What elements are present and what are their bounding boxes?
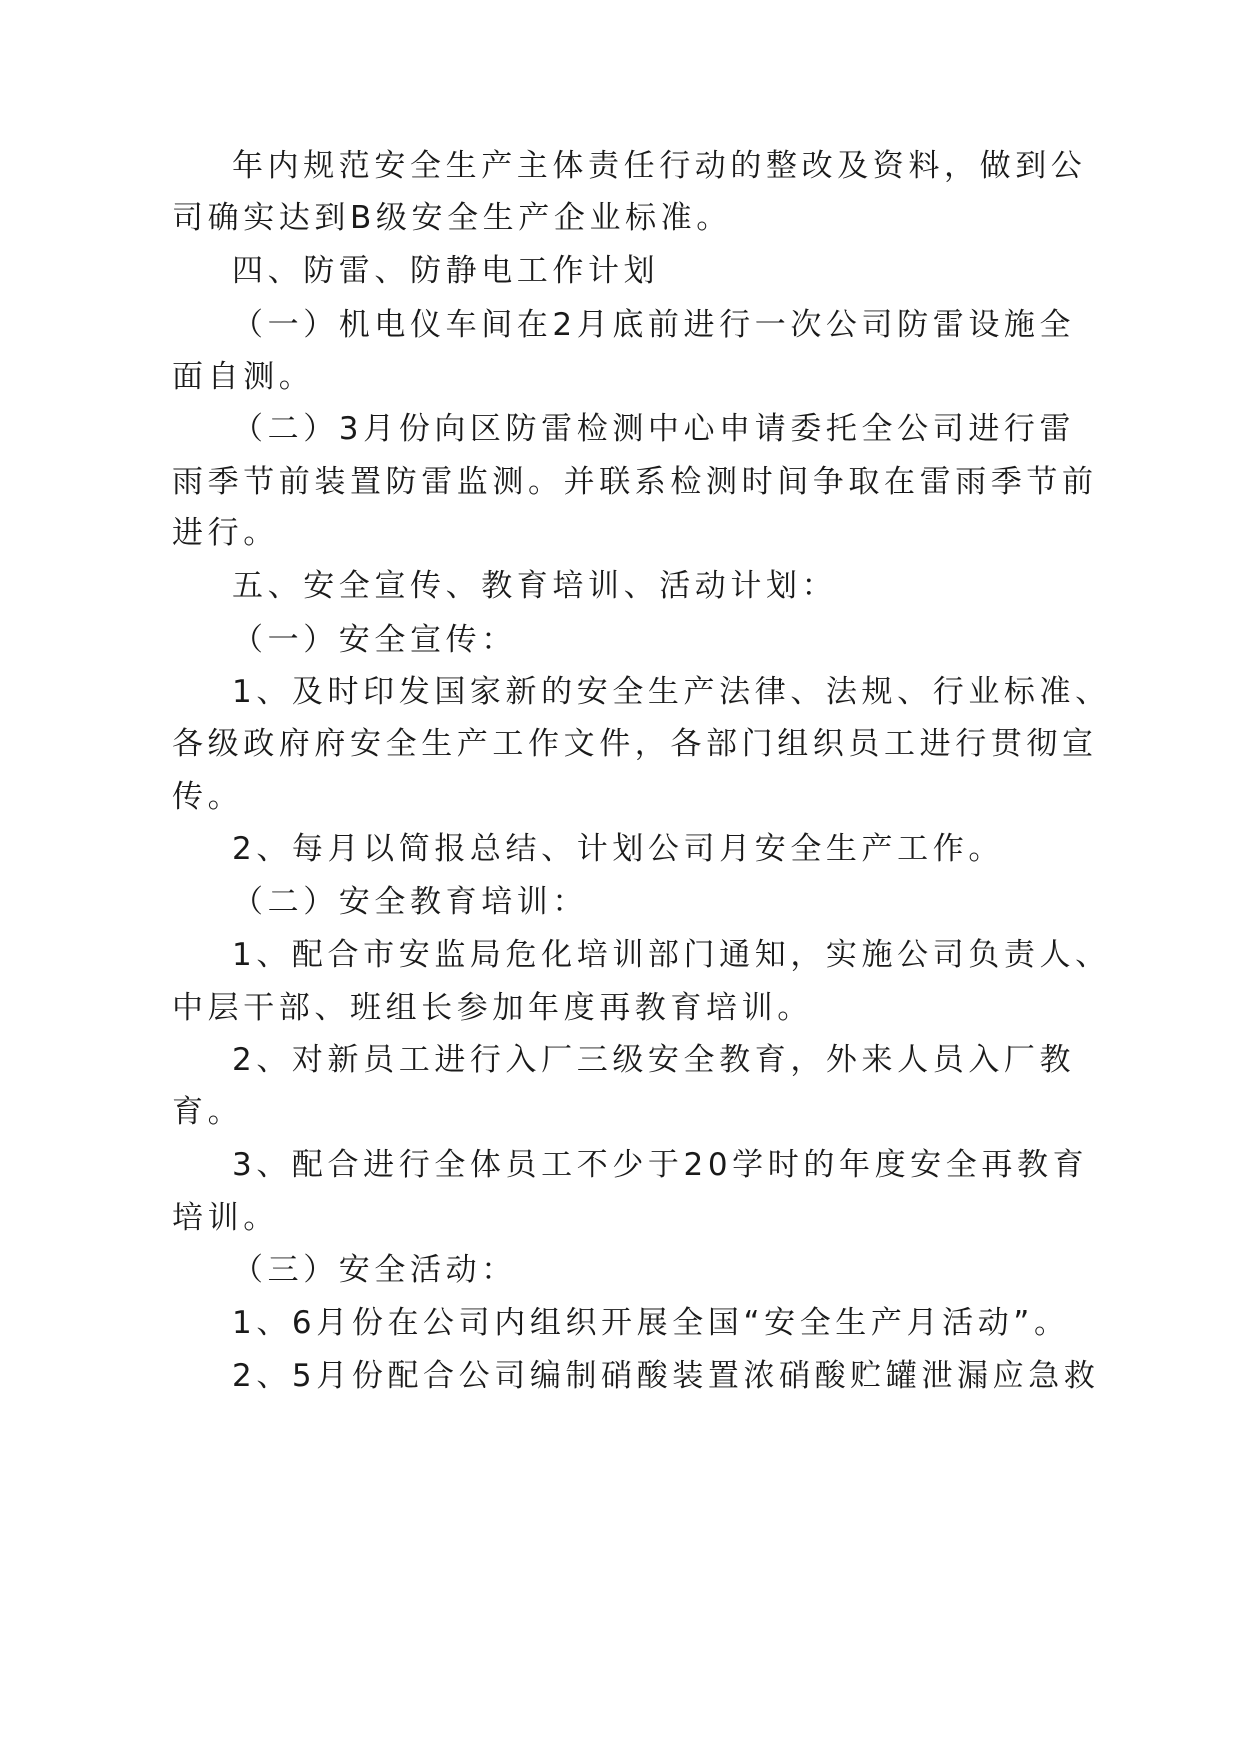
paragraph-line: 传。 (172, 779, 244, 815)
paragraph-line: 进行。 (172, 515, 279, 551)
paragraph-line: （一）机电仪车间在2月底前进行一次公司防雷设施全 (232, 307, 1076, 343)
paragraph-line: 年内规范安全生产主体责任行动的整改及资料，做到公 (232, 148, 1087, 184)
paragraph-line: 面自测。 (172, 359, 315, 395)
paragraph-line: 2、5月份配合公司编制硝酸装置浓硝酸贮罐泄漏应急救 (232, 1358, 1100, 1394)
section-heading: 四、防雷、防静电工作计划 (232, 253, 660, 289)
paragraph-line: 1、配合市安监局危化培训部门通知，实施公司负责人、 (232, 937, 1111, 973)
paragraph-line: 2、每月以简报总结、计划公司月安全生产工作。 (232, 831, 1004, 867)
paragraph-line: 培训。 (172, 1200, 279, 1236)
paragraph-line: 雨季节前装置防雷监测。并联系检测时间争取在雷雨季节前 (172, 464, 1098, 500)
subsection-heading: （二）安全教育培训： (232, 884, 588, 920)
paragraph-line: 3、配合进行全体员工不少于20学时的年度安全再教育 (232, 1147, 1089, 1183)
paragraph-line: （二）3月份向区防雷检测中心申请委托全公司进行雷 (232, 411, 1076, 447)
paragraph-line: 1、6月份在公司内组织开展全国“安全生产月活动”。 (232, 1305, 1070, 1341)
subsection-heading: （一）安全宣传： (232, 622, 517, 658)
section-heading: 五、安全宣传、教育培训、活动计划： (232, 568, 838, 604)
paragraph-line: 2、对新员工进行入厂三级安全教育，外来人员入厂教 (232, 1042, 1076, 1078)
paragraph-line: 中层干部、班组长参加年度再教育培训。 (172, 990, 813, 1026)
paragraph-line: 育。 (172, 1094, 244, 1130)
paragraph-line: 1、及时印发国家新的安全生产法律、法规、行业标准、 (232, 674, 1111, 710)
paragraph-line: 各级政府府安全生产工作文件，各部门组织员工进行贯彻宣 (172, 726, 1098, 762)
subsection-heading: （三）安全活动： (232, 1252, 517, 1288)
paragraph-line: 司确实达到B级安全生产企业标准。 (172, 200, 732, 236)
